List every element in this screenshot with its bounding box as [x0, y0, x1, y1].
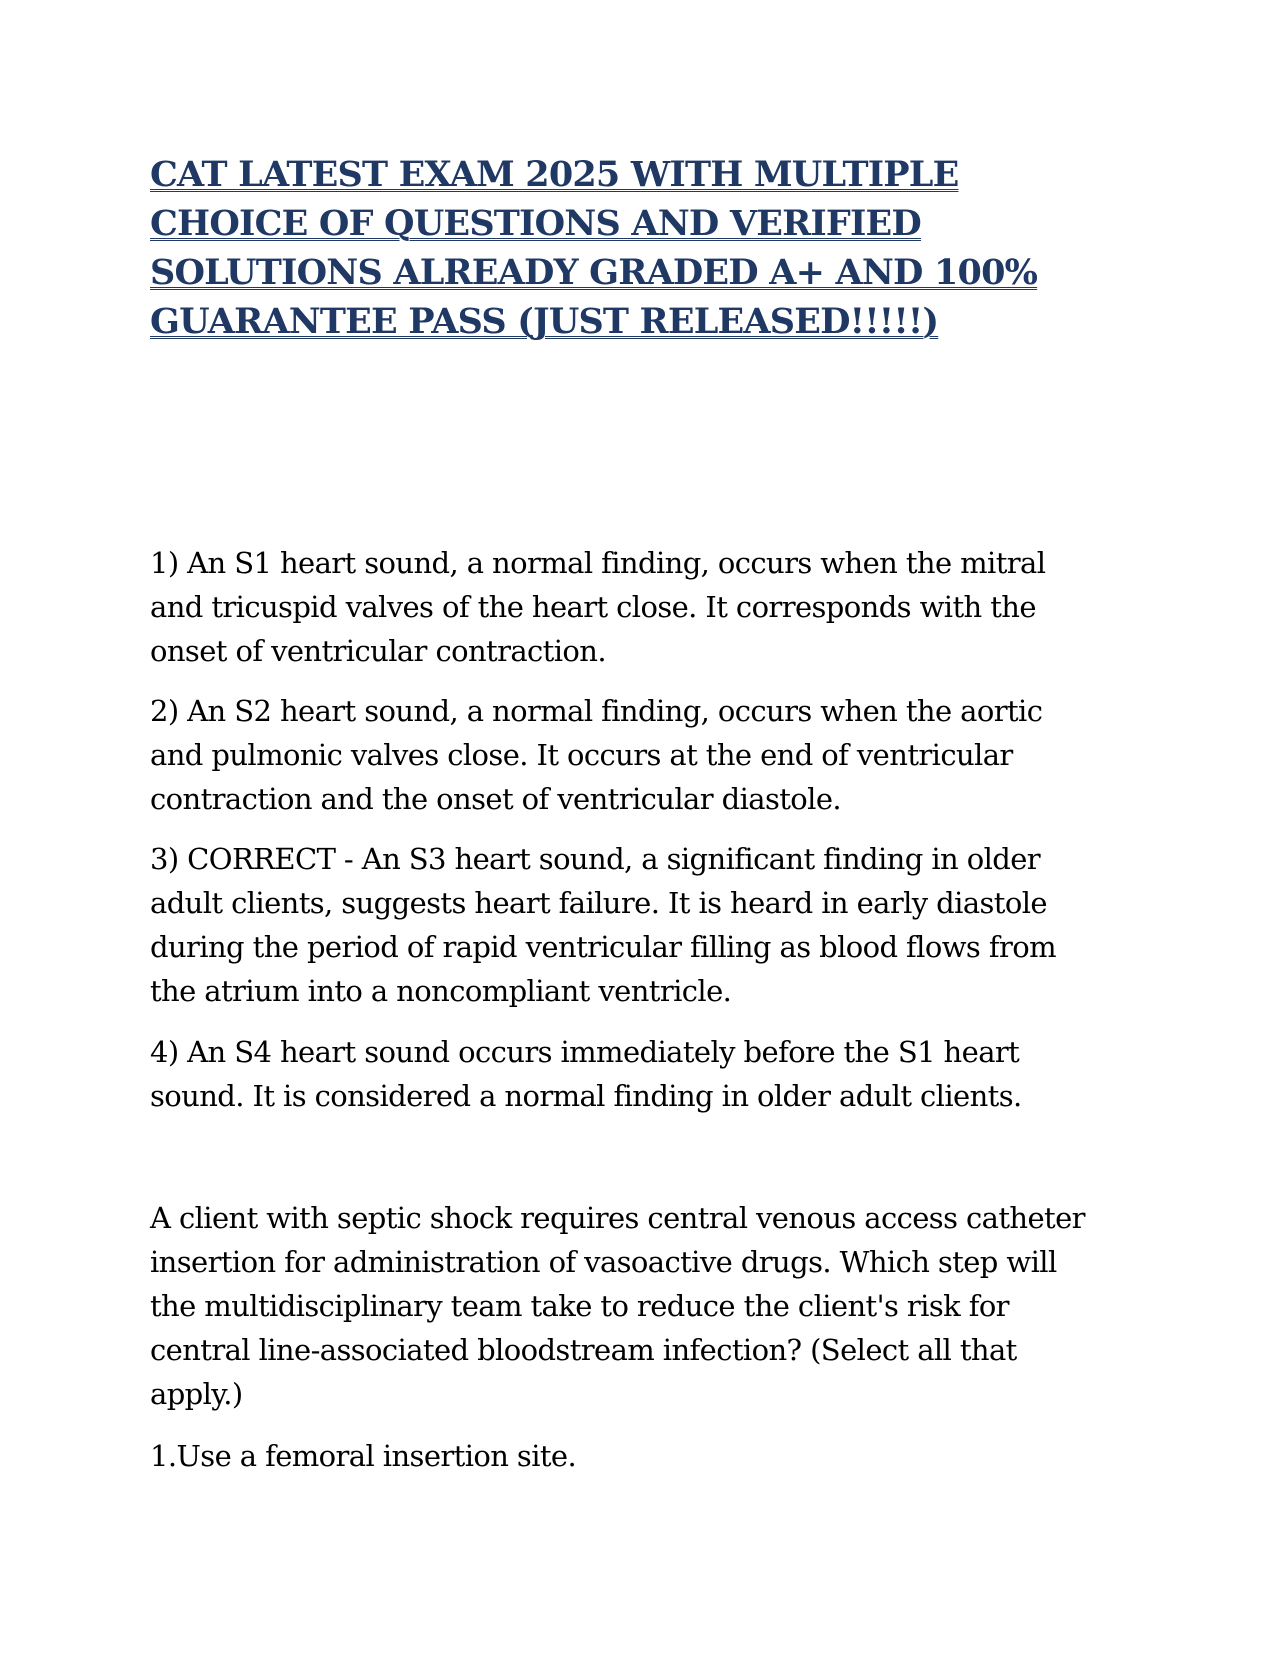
title-line: CHOICE OF QUESTIONS AND VERIFIED — [150, 203, 921, 244]
paragraph-line: 2) An S2 heart sound, a normal finding, occurs when the aortic — [150, 694, 1043, 728]
paragraph-line: the atrium into a noncompliant ventricle. — [150, 974, 732, 1008]
paragraph-line: the multidisciplinary team take to reduce the client's risk for — [150, 1289, 1009, 1323]
paragraph-line: apply.) — [150, 1377, 243, 1411]
title-line: SOLUTIONS ALREADY GRADED A+ AND 100% — [150, 252, 1038, 293]
answer-option-1 — [150, 1434, 1130, 1478]
paragraph-line: 3) CORRECT - An S3 heart sound, a significant finding in older — [150, 842, 1041, 876]
paragraph-line: 1) An S1 heart sound, a normal finding, occurs when the mitral — [150, 546, 1046, 580]
paragraph-line: A client with septic shock requires central venous access catheter — [150, 1201, 1085, 1235]
option-line: 1.Use a femoral insertion site. — [150, 1439, 577, 1473]
answer-explanation-4 — [150, 1030, 1130, 1118]
paragraph-line: central line-associated bloodstream infection? (Select all that — [150, 1333, 1017, 1367]
paragraph-line: 4) An S4 heart sound occurs immediately before the S1 heart — [150, 1035, 1020, 1069]
answer-explanation-1 — [150, 541, 1130, 673]
paragraph-line: onset of ventricular contraction. — [150, 634, 606, 668]
paragraph-line: and pulmonic valves close. It occurs at the end of ventricular — [150, 738, 1013, 772]
paragraph-line: insertion for administration of vasoactive drugs. Which step will — [150, 1245, 1057, 1279]
question-stem — [150, 1196, 1130, 1416]
title-line: CAT LATEST EXAM 2025 WITH MULTIPLE — [150, 154, 959, 195]
answer-explanation-2 — [150, 689, 1130, 821]
title-line: GUARANTEE PASS (JUST RELEASED!!!!!) — [150, 301, 939, 342]
paragraph-line: adult clients, suggests heart failure. It is heard in early diastole — [150, 886, 1047, 920]
paragraph-line: during the period of rapid ventricular filling as blood flows from — [150, 930, 1056, 964]
paragraph-line: contraction and the onset of ventricular diastole. — [150, 782, 841, 816]
document-title — [150, 150, 1110, 346]
paragraph-line: and tricuspid valves of the heart close. It corresponds with the — [150, 590, 1036, 624]
answer-explanation-3 — [150, 837, 1130, 1013]
paragraph-line: sound. It is considered a normal finding in older adult clients. — [150, 1079, 1022, 1113]
